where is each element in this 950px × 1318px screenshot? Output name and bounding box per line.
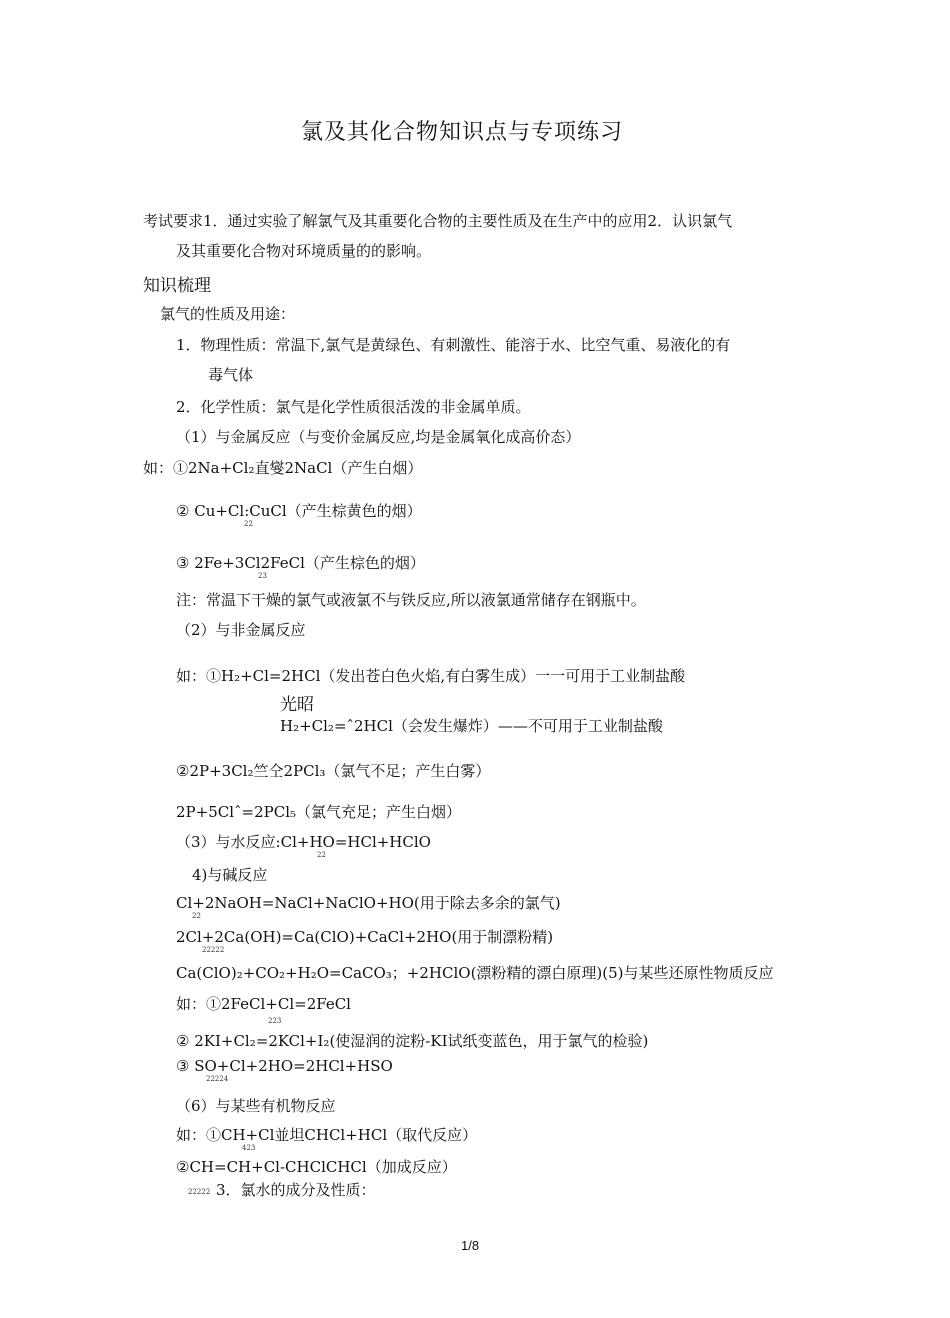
equation-copper: ② Cu+Cl:CuCl（产生棕黄色的烟） <box>176 502 422 520</box>
water-reaction-subscripts: 22 <box>317 851 326 859</box>
equation-ferrous-chloride-subscripts: 223 <box>268 1017 282 1025</box>
equation-phosphorus-2: 2P+5Clˆ=2PCl₅（氯气充足；产生白烟） <box>176 803 462 821</box>
equation-iron-subscripts: 23 <box>258 572 267 580</box>
chlorine-water-heading: 3．氯水的成分及性质： <box>216 1181 376 1199</box>
equation-phosphorus-1: ②2P+3Cl₂竺仝2PCl₃（氯气不足；产生白雾） <box>176 762 491 780</box>
equation-potassium-iodide: ② 2KI+Cl₂=2KCl+I₂(使湿润的淀粉-KI试纸变蓝色，用于氯气的检验) <box>176 1032 649 1050</box>
equation-calcium-hydroxide-subscripts: 22222 <box>202 946 225 954</box>
equation-sodium: 如：①2Na+Cl₂直燮2NaCl（产生白烟） <box>143 459 423 477</box>
page-number: 1/8 <box>461 1238 480 1253</box>
nonmetal-reaction-heading: （2）与非金属反应 <box>176 621 306 639</box>
equation-sodium-hydroxide: Cl+2NaOH=NaCl+NaClO+HO(用于除去多余的氯气) <box>176 894 561 912</box>
organic-reaction-heading: （6）与某些有机物反应 <box>176 1097 336 1115</box>
exam-requirement-line1: 考试要求1．通过实验了解氯气及其重要化合物的主要性质及在生产中的应用2．认识氯气 <box>143 212 733 230</box>
storage-note: 注：常温下干燥的氯气或液氯不与铁反应,所以液氯通常储存在钢瓶中。 <box>176 591 646 609</box>
equation-iron: ③ 2Fe+3Cl2FeCl（产生棕色的烟） <box>176 554 425 572</box>
base-reaction-heading: 4)与碱反应 <box>192 866 268 884</box>
chemical-properties: 2．化学性质：氯气是化学性质很活泼的非金属单质。 <box>176 398 531 416</box>
section-heading-knowledge: 知识梳理 <box>143 276 211 296</box>
equation-sodium-hydroxide-subscripts: 22 <box>192 912 201 920</box>
properties-uses-heading: 氯气的性质及用途： <box>160 305 296 323</box>
water-reaction: （3）与水反应:Cl+HO=HCl+HClO <box>176 833 431 851</box>
metal-reaction-heading: （1）与金属反应（与变价金属反应,均是金属氧化成高价态） <box>176 428 581 446</box>
equation-hydrogen-1: 如：①H₂+Cl=2HCl（发出苍白色火焰,有白雾生成）一一可用于工业制盐酸 <box>176 667 686 685</box>
physical-properties-line1: 1．物理性质：常温下,氯气是黄绿色、有刺激性、能溶于水、比空气重、易液化的有 <box>176 336 731 354</box>
equation-calcium-hydroxide: 2Cl+2Ca(OH)=Ca(ClO)+CaCl+2HO(用于制漂粉精) <box>176 928 554 946</box>
equation-methane-subscripts: 423 <box>242 1144 256 1152</box>
equation-ethylene: ②CH=CH+Cl-CHClCHCl（加成反应） <box>176 1158 457 1176</box>
equation-sulfur-dioxide-subscripts: 22224 <box>206 1075 229 1083</box>
equation-copper-subscripts: 22 <box>244 520 253 528</box>
equation-methane: 如：①CH+Cl並坦CHCl+HCl（取代反应） <box>176 1126 478 1144</box>
equation-hydrogen-2: H₂+Cl₂=ˆ2HCl（会发生爆炸）——不可用于工业制盐酸 <box>280 717 663 735</box>
equation-bleach: Ca(ClO)₂+CO₂+H₂O=CaCO₃；+2HClO(漂粉精的漂白原理)(5)与某些还原性物质反应 <box>176 964 774 982</box>
exam-requirement-line2: 及其重要化合物对环境质量的的影响。 <box>176 242 432 260</box>
physical-properties-line2: 毒气体 <box>208 366 254 384</box>
equation-sulfur-dioxide: ③ SO+Cl+2HO=2HCl+HSO <box>176 1057 393 1075</box>
light-condition-label: 光昭 <box>280 695 314 715</box>
document-title: 氯及其化合物知识点与专项练习 <box>301 120 624 145</box>
equation-ferrous-chloride: 如：①2FeCl+Cl=2FeCl <box>176 995 351 1013</box>
equation-ethylene-subscripts: 22222 <box>188 1188 211 1196</box>
